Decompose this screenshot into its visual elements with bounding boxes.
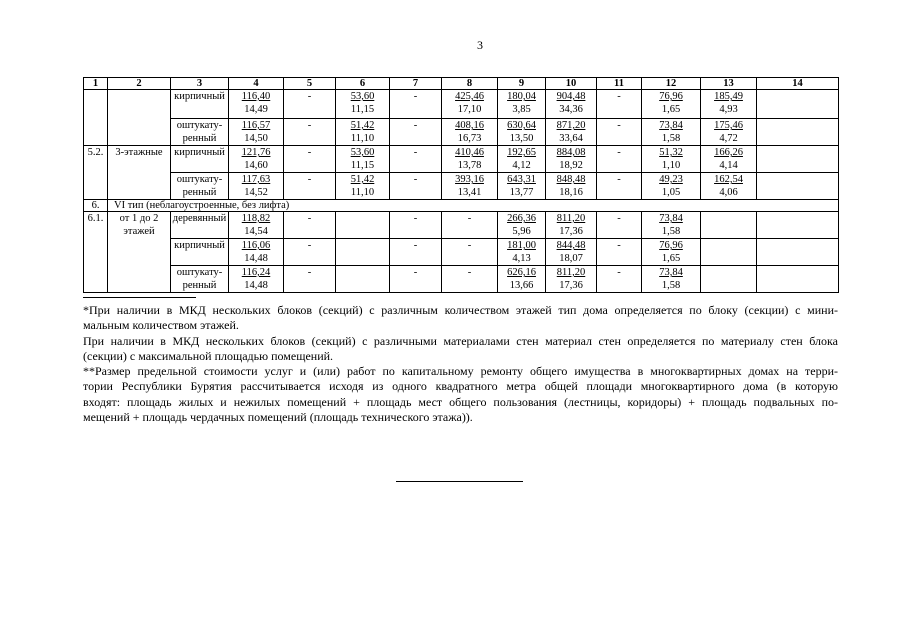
table-cell	[498, 239, 546, 266]
table-cell	[229, 90, 284, 119]
wall-material: оштукату-ренный	[176, 120, 223, 144]
table-cell	[336, 146, 390, 173]
wall-material: оштукату-ренный	[176, 267, 223, 291]
dash-value: -	[617, 120, 621, 131]
table-cell	[597, 146, 642, 173]
cell-value-bottom: 1,58	[661, 132, 681, 144]
footnote-line: При наличии в МКД нескольких блоков (секций) с различными материалами стен материал стен определяется по материалу стен блока	[83, 333, 838, 348]
cell-value-bottom: 14,48	[244, 279, 268, 291]
column-header: 2	[108, 78, 171, 90]
column-header: 10	[546, 78, 597, 90]
dash-value: -	[413, 91, 418, 102]
cell-value-top: 117,63	[241, 174, 271, 185]
dash-value: -	[413, 120, 418, 131]
cell-value-top: 811,20	[556, 267, 586, 278]
cell-value-top: 51,42	[350, 174, 375, 185]
table-cell	[442, 119, 498, 146]
cell-value-bottom: 17,10	[457, 103, 482, 115]
table-cell	[390, 119, 442, 146]
table-cell	[442, 266, 498, 293]
dash-value: -	[617, 267, 621, 278]
dash-value: -	[307, 174, 312, 185]
table-cell	[757, 90, 839, 119]
group-title: VI тип (неблагоустроенные, без лифта)	[114, 200, 290, 211]
cell-value-bottom: 13,66	[509, 279, 534, 291]
cell-value-bottom: 13,77	[509, 186, 534, 198]
cell-value-top: 904,48	[556, 91, 586, 102]
cell-value-top: 116,24	[241, 267, 271, 278]
cell-value-bottom: 1,65	[661, 103, 681, 115]
table-cell	[546, 173, 597, 200]
table-cell	[597, 90, 642, 119]
cell-value-top: 181,00	[507, 240, 536, 251]
dash-value: -	[413, 213, 418, 224]
table-cell	[546, 266, 597, 293]
table-cell	[597, 119, 642, 146]
table-cell	[390, 239, 442, 266]
row-number: 6.	[91, 200, 100, 211]
column-header: 11	[597, 78, 642, 90]
table-cell	[597, 173, 642, 200]
cell-value-bottom: 1,58	[661, 279, 681, 291]
wall-material-cell	[171, 173, 229, 200]
table-cell	[642, 119, 701, 146]
column-header: 6	[336, 78, 390, 90]
table-cell	[336, 119, 390, 146]
dash-value: -	[617, 147, 621, 158]
table-cell	[442, 239, 498, 266]
table-row	[84, 173, 839, 200]
table-row	[84, 212, 839, 239]
cell-value-top: 116,06	[241, 240, 271, 251]
cell-value-top: 73,84	[659, 213, 683, 224]
table-cell	[546, 239, 597, 266]
wall-material-cell	[171, 90, 229, 119]
cell-value-top: 871,20	[556, 120, 586, 131]
table-cell	[284, 119, 336, 146]
table-cell	[390, 90, 442, 119]
table-cell	[642, 212, 701, 239]
cell-value-top: 425,46	[455, 91, 484, 102]
cell-value-top: 630,64	[507, 120, 536, 131]
table-cell	[336, 90, 390, 119]
building-type-cell	[108, 212, 171, 293]
cell-value-bottom: 11,10	[350, 186, 375, 198]
table-cell	[498, 266, 546, 293]
table-cell	[757, 146, 839, 173]
cell-value-top: 116,57	[241, 120, 271, 131]
wall-material: кирпичный	[174, 147, 225, 158]
row-number-cell	[84, 146, 108, 200]
table-cell	[284, 90, 336, 119]
table-cell	[701, 173, 757, 200]
dash-value: -	[467, 240, 472, 251]
table-cell	[546, 119, 597, 146]
end-rule	[396, 481, 523, 482]
dash-value: -	[413, 174, 418, 185]
building-type: 3-этажные	[115, 147, 163, 158]
table-cell	[546, 212, 597, 239]
table-cell	[546, 146, 597, 173]
wall-material: оштукату-ренный	[176, 174, 223, 198]
cell-value-top: 162,54	[714, 174, 743, 185]
table-cell	[642, 239, 701, 266]
cell-value-bottom: 4,06	[719, 186, 738, 198]
cell-value-top: 393,16	[455, 174, 484, 185]
footnote-line: мальным количеством этажей.	[83, 318, 239, 333]
table-cell	[546, 90, 597, 119]
cell-value-top: 266,36	[507, 213, 536, 224]
cell-value-top: 76,96	[659, 91, 683, 102]
column-header: 12	[642, 78, 701, 90]
dash-value: -	[617, 213, 621, 224]
table-cell	[498, 90, 546, 119]
footnote-separator	[83, 297, 196, 298]
table-cell	[442, 173, 498, 200]
cell-value-bottom: 1,65	[661, 252, 681, 264]
cell-value-top: 51,42	[350, 120, 375, 131]
cell-value-top: 844,48	[556, 240, 586, 251]
cell-value-bottom: 14,60	[244, 159, 268, 171]
cell-value-bottom: 13,50	[509, 132, 534, 144]
table-cell	[757, 212, 839, 239]
cell-value-bottom: 18,07	[559, 252, 583, 264]
wall-material: кирпичный	[174, 91, 225, 102]
wall-material-cell	[171, 212, 229, 239]
table-row	[84, 239, 839, 266]
column-header: 14	[757, 78, 839, 90]
table-cell	[229, 239, 284, 266]
group-title-cell	[108, 200, 839, 212]
cell-value-top: 53,60	[350, 147, 375, 158]
cell-value-top: 811,20	[556, 213, 586, 224]
building-type: от 1 до 2 этажей	[119, 213, 159, 237]
table-header-row	[84, 78, 839, 90]
table-cell	[336, 173, 390, 200]
cell-value-top: 53,60	[350, 91, 375, 102]
table-cell	[284, 239, 336, 266]
cell-value-top: 848,48	[556, 174, 586, 185]
cell-value-bottom: 14,54	[244, 225, 268, 237]
cell-value-top: 51,32	[659, 147, 683, 158]
table-cell	[390, 212, 442, 239]
wall-material: деревянный	[172, 213, 227, 224]
wall-material-cell	[171, 239, 229, 266]
cell-value-top: 116,40	[241, 91, 271, 102]
footnote-line: **Размер предельной стоимости услуг и (или) работ по капитальному ремонту общего имущества в многоквартирных домах на терри-	[83, 364, 838, 379]
table-cell	[390, 146, 442, 173]
cell-value-top: 185,49	[714, 91, 743, 102]
cell-value-bottom: 18,16	[559, 186, 583, 198]
wall-material-cell	[171, 146, 229, 173]
cell-value-bottom: 11,15	[350, 103, 375, 115]
table-cell	[642, 90, 701, 119]
table-cell	[642, 173, 701, 200]
column-header: 5	[284, 78, 336, 90]
table-cell	[701, 239, 757, 266]
table-cell	[284, 173, 336, 200]
table-cell	[498, 173, 546, 200]
wall-material-cell	[171, 266, 229, 293]
footnote-line: мещений + площадь чердачных помещений (площадь технического этажа)).	[83, 410, 473, 425]
cell-value-top: 121,76	[241, 147, 271, 158]
table-cell	[336, 212, 390, 239]
row-number-cell	[84, 212, 108, 293]
row-number-cell	[84, 200, 108, 212]
dash-value: -	[307, 120, 312, 131]
cell-value-top: 626,16	[507, 267, 536, 278]
cell-value-bottom: 4,13	[512, 252, 531, 264]
table-cell	[229, 146, 284, 173]
cell-value-bottom: 14,49	[244, 103, 268, 115]
table-cell	[701, 146, 757, 173]
table-cell	[284, 266, 336, 293]
cell-value-bottom: 4,93	[719, 103, 738, 115]
table-row	[84, 146, 839, 173]
page-number: 3	[477, 38, 483, 52]
cost-table	[83, 77, 839, 293]
table-row	[84, 266, 839, 293]
dash-value: -	[617, 174, 621, 185]
row-number: 5.2.	[87, 147, 104, 158]
column-header: 13	[701, 78, 757, 90]
table-cell	[336, 266, 390, 293]
table-cell	[701, 212, 757, 239]
table-cell	[701, 119, 757, 146]
table-cell	[498, 212, 546, 239]
cell-value-top: 643,31	[507, 174, 536, 185]
dash-value: -	[307, 267, 312, 278]
table-cell	[701, 90, 757, 119]
table-cell	[442, 212, 498, 239]
dash-value: -	[413, 267, 418, 278]
cell-value-bottom: 11,15	[350, 159, 375, 171]
table-row	[84, 119, 839, 146]
cell-value-top: 166,26	[714, 147, 743, 158]
footnote-line: (секции) с максимальной площадью помещений.	[83, 348, 334, 363]
cell-value-bottom: 14,52	[244, 186, 268, 198]
table-cell	[390, 173, 442, 200]
row-number: 6.1.	[87, 213, 104, 224]
cell-value-bottom: 34,36	[559, 103, 583, 115]
table-cell	[597, 212, 642, 239]
dash-value: -	[617, 240, 621, 251]
cell-value-bottom: 16,73	[457, 132, 482, 144]
table-cell	[757, 239, 839, 266]
cell-value-bottom: 14,48	[244, 252, 268, 264]
table-cell	[757, 119, 839, 146]
cell-value-bottom: 33,64	[559, 132, 583, 144]
group-row	[84, 200, 839, 212]
table-cell	[757, 173, 839, 200]
dash-value: -	[307, 91, 312, 102]
cell-value-top: 76,96	[659, 240, 683, 251]
table-cell	[442, 90, 498, 119]
table-cell	[229, 173, 284, 200]
cell-value-bottom: 13,41	[457, 186, 482, 198]
cell-value-top: 118,82	[241, 213, 271, 224]
column-header: 8	[442, 78, 498, 90]
table-cell	[229, 212, 284, 239]
dash-value: -	[307, 240, 312, 251]
dash-value: -	[467, 267, 472, 278]
table-cell	[229, 266, 284, 293]
cell-value-top: 410,46	[455, 147, 484, 158]
dash-value: -	[413, 240, 418, 251]
cell-value-top: 884,08	[556, 147, 586, 158]
cell-value-top: 49,23	[659, 174, 683, 185]
table-cell	[336, 239, 390, 266]
building-type-cell	[108, 90, 171, 146]
table-cell	[597, 266, 642, 293]
cell-value-bottom: 4,72	[719, 132, 738, 144]
cell-value-top: 175,46	[714, 120, 743, 131]
column-header: 7	[390, 78, 442, 90]
dash-value: -	[307, 147, 312, 158]
footnote-line: входят: площадь жилых и нежилых помещений + площадь мест общего пользования (лестницы, коридоры) + площадь подвальных по-	[83, 394, 838, 409]
table-cell	[284, 212, 336, 239]
cell-value-top: 408,16	[455, 120, 484, 131]
table-cell	[229, 119, 284, 146]
table-cell	[390, 266, 442, 293]
cell-value-bottom: 1,10	[661, 159, 681, 171]
cell-value-bottom: 1,05	[661, 186, 681, 198]
table-cell	[757, 266, 839, 293]
column-header: 1	[84, 78, 108, 90]
row-number-cell	[84, 90, 108, 146]
table-cell	[642, 266, 701, 293]
dash-value: -	[617, 91, 621, 102]
cell-value-top: 192,65	[507, 147, 536, 158]
column-header: 4	[229, 78, 284, 90]
cell-value-bottom: 14,50	[244, 132, 268, 144]
cell-value-bottom: 13,78	[457, 159, 482, 171]
table-cell	[442, 146, 498, 173]
cell-value-bottom: 1,58	[661, 225, 681, 237]
footnotes	[83, 303, 838, 425]
footnote-line: *При наличии в МКД нескольких блоков (секций) с различным количеством этажей тип дома определяется по блоку (секции) с мини-	[83, 303, 838, 317]
cell-value-top: 180,04	[507, 91, 536, 102]
cell-value-bottom: 4,14	[719, 159, 738, 171]
table-cell	[597, 239, 642, 266]
building-type-cell	[108, 146, 171, 200]
table-cell	[701, 266, 757, 293]
column-header: 3	[171, 78, 229, 90]
cell-value-bottom: 11,10	[350, 132, 375, 144]
cell-value-bottom: 5,96	[512, 225, 531, 237]
cell-value-bottom: 3,85	[512, 103, 531, 115]
cell-value-bottom: 17,36	[559, 225, 583, 237]
table-cell	[498, 146, 546, 173]
cell-value-bottom: 18,92	[559, 159, 583, 171]
cell-value-bottom: 17,36	[559, 279, 583, 291]
wall-material-cell	[171, 119, 229, 146]
table-cell	[284, 146, 336, 173]
wall-material: кирпичный	[174, 240, 225, 251]
dash-value: -	[467, 213, 472, 224]
dash-value: -	[413, 147, 418, 158]
footnote-line: тории Республики Бурятия рассчитывается исходя из одного квадратного метра общей площади многоквартирного дома (в которую	[83, 379, 838, 394]
table-cell	[498, 119, 546, 146]
cell-value-top: 73,84	[659, 120, 683, 131]
table-row	[84, 90, 839, 119]
table-cell	[642, 146, 701, 173]
column-header: 9	[498, 78, 546, 90]
cell-value-bottom: 4,12	[512, 159, 531, 171]
cell-value-top: 73,84	[659, 267, 683, 278]
dash-value: -	[307, 213, 312, 224]
